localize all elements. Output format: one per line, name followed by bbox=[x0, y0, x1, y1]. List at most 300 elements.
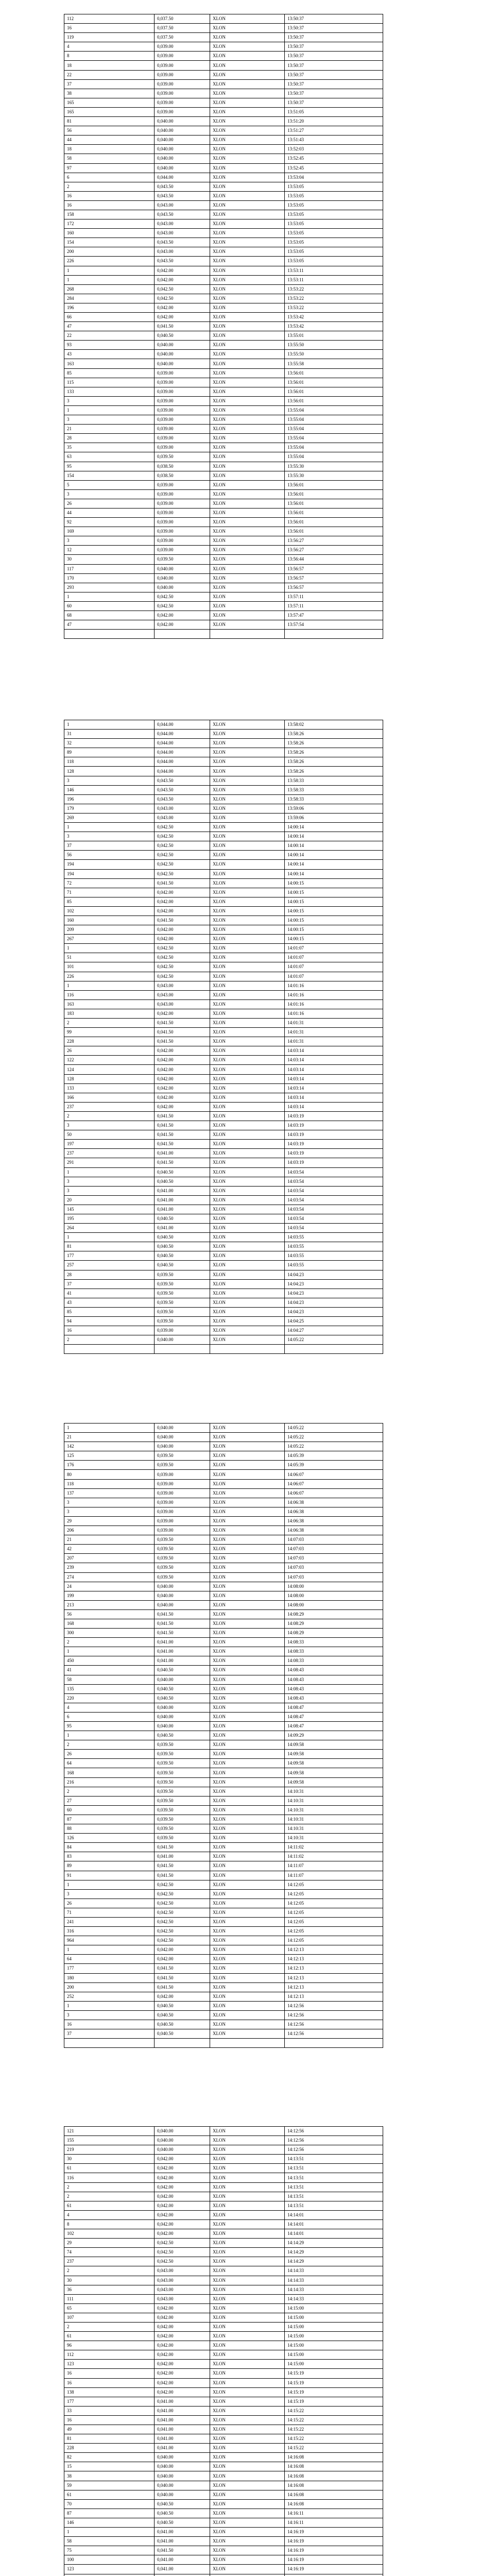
price-cell: 0,040.00 bbox=[155, 341, 210, 350]
volume-cell: 1 bbox=[64, 405, 155, 415]
volume-cell: 89 bbox=[64, 1861, 155, 1871]
table-row bbox=[64, 1880, 383, 1889]
price-cell: 0,042.50 bbox=[155, 601, 210, 611]
table-row bbox=[64, 527, 383, 536]
table-row bbox=[64, 1158, 383, 1167]
volume-cell: 49 bbox=[64, 2425, 155, 2434]
time-cell: 14:00:14 bbox=[285, 841, 383, 851]
volume-cell: 119 bbox=[64, 33, 155, 42]
price-cell: 0,039.00 bbox=[155, 396, 210, 405]
volume-cell: 37 bbox=[64, 841, 155, 851]
venue-cell: XLON bbox=[210, 2509, 285, 2518]
time-cell: 14:00:14 bbox=[285, 860, 383, 869]
time-cell: 14:05:39 bbox=[285, 1451, 383, 1461]
price-cell: 0,040.00 bbox=[155, 1675, 210, 1684]
price-cell: 0,039.50 bbox=[155, 1563, 210, 1572]
price-cell: 0,040.00 bbox=[155, 145, 210, 154]
table-row bbox=[64, 2192, 383, 2201]
volume-cell: 61 bbox=[64, 2490, 155, 2499]
price-cell: 0,040.00 bbox=[155, 350, 210, 359]
table-row bbox=[64, 33, 383, 42]
time-cell: 13:56:01 bbox=[285, 527, 383, 536]
volume-cell: 228 bbox=[64, 2444, 155, 2453]
table-row bbox=[64, 387, 383, 396]
time-cell: 14:01:07 bbox=[285, 972, 383, 981]
venue-cell: XLON bbox=[210, 2182, 285, 2192]
price-cell: 0,043.50 bbox=[155, 785, 210, 794]
venue-cell: XLON bbox=[210, 2406, 285, 2415]
price-cell: 0,041.50 bbox=[155, 1158, 210, 1167]
table-row bbox=[64, 1046, 383, 1056]
venue-cell: XLON bbox=[210, 2537, 285, 2546]
time-cell: 13:56:01 bbox=[285, 378, 383, 387]
table-row bbox=[64, 897, 383, 906]
venue-cell: XLON bbox=[210, 2029, 285, 2039]
venue-cell: XLON bbox=[210, 804, 285, 813]
venue-cell: XLON bbox=[210, 832, 285, 841]
time-cell: 13:53:42 bbox=[285, 313, 383, 322]
table-row bbox=[64, 813, 383, 822]
volume-cell: 1 bbox=[64, 1423, 155, 1433]
volume-cell: 99 bbox=[64, 1028, 155, 1037]
table-row bbox=[64, 916, 383, 925]
table-row bbox=[64, 219, 383, 229]
price-cell: 0,042.00 bbox=[155, 1955, 210, 1964]
venue-cell: XLON bbox=[210, 2001, 285, 2010]
price-cell: 0,043.00 bbox=[155, 219, 210, 229]
venue-cell: XLON bbox=[210, 2387, 285, 2397]
table-row bbox=[64, 546, 383, 555]
volume-cell: 21 bbox=[64, 425, 155, 434]
venue-cell: XLON bbox=[210, 1167, 285, 1177]
venue-cell: XLON bbox=[210, 154, 285, 163]
price-cell: 0,042.00 bbox=[155, 2387, 210, 2397]
time-cell: 13:53:22 bbox=[285, 284, 383, 294]
venue-cell: XLON bbox=[210, 1214, 285, 1223]
venue-cell: XLON bbox=[210, 2471, 285, 2481]
price-cell: 0,042.50 bbox=[155, 284, 210, 294]
price-cell: 0,041.00 bbox=[155, 1647, 210, 1656]
volume-cell: 4 bbox=[64, 2210, 155, 2219]
venue-cell: XLON bbox=[210, 1582, 285, 1591]
volume-cell: 116 bbox=[64, 990, 155, 999]
volume-cell: 124 bbox=[64, 1065, 155, 1074]
table-row bbox=[64, 794, 383, 804]
volume-cell: 177 bbox=[64, 2397, 155, 2406]
time-cell: 13:56:57 bbox=[285, 564, 383, 573]
volume-cell: 123 bbox=[64, 2360, 155, 2369]
table-row bbox=[64, 2219, 383, 2229]
volume-cell: 1 bbox=[64, 275, 155, 284]
time-cell: 14:03:14 bbox=[285, 1046, 383, 1056]
venue-cell: XLON bbox=[210, 1423, 285, 1433]
venue-cell: XLON bbox=[210, 1093, 285, 1102]
volume-cell: 16 bbox=[64, 2378, 155, 2387]
venue-cell: XLON bbox=[210, 1102, 285, 1111]
price-cell: 0,039.00 bbox=[155, 1479, 210, 1488]
table-row bbox=[64, 173, 383, 182]
time-cell: 14:06:07 bbox=[285, 1488, 383, 1498]
time-cell: 14:15:00 bbox=[285, 2360, 383, 2369]
venue-cell: XLON bbox=[210, 1917, 285, 1926]
table-row bbox=[64, 2303, 383, 2313]
table-row bbox=[64, 1834, 383, 1843]
table-row bbox=[64, 1037, 383, 1046]
venue-cell: XLON bbox=[210, 2425, 285, 2434]
table-row bbox=[64, 1917, 383, 1926]
time-cell: 14:00:15 bbox=[285, 935, 383, 944]
volume-cell: 56 bbox=[64, 126, 155, 135]
table-row bbox=[64, 2010, 383, 2020]
venue-cell: XLON bbox=[210, 1712, 285, 1721]
venue-cell: XLON bbox=[210, 1251, 285, 1261]
table-row bbox=[64, 341, 383, 350]
table-row bbox=[64, 2164, 383, 2173]
venue-cell: XLON bbox=[210, 1130, 285, 1140]
time-cell: 14:03:19 bbox=[285, 1111, 383, 1121]
time-cell: 13:57:11 bbox=[285, 592, 383, 601]
table-row bbox=[64, 508, 383, 517]
price-cell: 0,039.00 bbox=[155, 70, 210, 79]
volume-cell: 284 bbox=[64, 294, 155, 303]
time-cell: 13:56:01 bbox=[285, 387, 383, 396]
price-cell: 0,039.50 bbox=[155, 1572, 210, 1582]
volume-cell: 213 bbox=[64, 1600, 155, 1609]
volume-cell: 2 bbox=[64, 1111, 155, 1121]
price-cell: 0,040.50 bbox=[155, 2509, 210, 2518]
price-cell: 0,041.50 bbox=[155, 1871, 210, 1880]
table-row bbox=[64, 1554, 383, 1563]
volume-cell: 964 bbox=[64, 1936, 155, 1945]
table-row bbox=[64, 14, 383, 24]
volume-cell: 145 bbox=[64, 1205, 155, 1214]
price-cell: 0,042.00 bbox=[155, 611, 210, 620]
time-cell: 13:51:05 bbox=[285, 107, 383, 116]
venue-cell: XLON bbox=[210, 2555, 285, 2565]
time-cell: 13:58:33 bbox=[285, 776, 383, 785]
table-row bbox=[64, 730, 383, 739]
time-cell: 13:55:30 bbox=[285, 471, 383, 480]
table-row bbox=[64, 1936, 383, 1945]
table-row bbox=[64, 1815, 383, 1824]
volume-cell: 36 bbox=[64, 2285, 155, 2294]
time-cell: 14:01:31 bbox=[285, 1019, 383, 1028]
volume-cell: 37 bbox=[64, 2029, 155, 2039]
table-row bbox=[64, 1843, 383, 1852]
time-cell: 14:15:22 bbox=[285, 2406, 383, 2415]
time-cell: 14:04:23 bbox=[285, 1298, 383, 1307]
venue-cell: XLON bbox=[210, 518, 285, 527]
table-row bbox=[64, 303, 383, 312]
volume-cell: 35 bbox=[64, 443, 155, 452]
price-cell: 0,042.00 bbox=[155, 2210, 210, 2219]
volume-cell: 125 bbox=[64, 1451, 155, 1461]
table-row bbox=[64, 2481, 383, 2490]
price-cell: 0,040.00 bbox=[155, 564, 210, 573]
venue-cell: XLON bbox=[210, 1861, 285, 1871]
price-cell: 0,043.50 bbox=[155, 191, 210, 200]
price-cell: 0,042.00 bbox=[155, 2322, 210, 2331]
venue-cell: XLON bbox=[210, 61, 285, 70]
volume-cell: 16 bbox=[64, 2369, 155, 2378]
price-cell: 0,040.50 bbox=[155, 2020, 210, 2029]
time-cell: 14:14:29 bbox=[285, 2248, 383, 2257]
time-cell: 14:14:29 bbox=[285, 2239, 383, 2248]
table-row bbox=[64, 888, 383, 897]
venue-cell bbox=[210, 630, 285, 639]
price-cell: 0,041.50 bbox=[155, 1619, 210, 1628]
venue-cell: XLON bbox=[210, 2257, 285, 2266]
venue-cell: XLON bbox=[210, 1638, 285, 1647]
time-cell: 14:16:08 bbox=[285, 2499, 383, 2509]
table-row bbox=[64, 415, 383, 425]
volume-cell: 237 bbox=[64, 1102, 155, 1111]
volume-cell: 163 bbox=[64, 999, 155, 1009]
venue-cell: XLON bbox=[210, 730, 285, 739]
volume-cell: 118 bbox=[64, 1479, 155, 1488]
volume-cell: 269 bbox=[64, 813, 155, 822]
price-cell: 0,043.00 bbox=[155, 990, 210, 999]
venue-cell: XLON bbox=[210, 1871, 285, 1880]
table-row bbox=[64, 1507, 383, 1516]
venue-cell: XLON bbox=[210, 555, 285, 564]
time-cell: 13:55:50 bbox=[285, 350, 383, 359]
trade-table bbox=[64, 2126, 383, 2576]
venue-cell: XLON bbox=[210, 405, 285, 415]
price-cell: 0,039.50 bbox=[155, 1461, 210, 1470]
table-row bbox=[64, 2537, 383, 2546]
venue-cell: XLON bbox=[210, 767, 285, 776]
trade-table bbox=[64, 720, 383, 1354]
volume-cell: 102 bbox=[64, 2229, 155, 2239]
price-cell: 0,042.00 bbox=[155, 620, 210, 630]
price-cell: 0,040.50 bbox=[155, 1666, 210, 1675]
time-cell: 13:58:26 bbox=[285, 757, 383, 767]
price-cell: 0,039.50 bbox=[155, 1796, 210, 1805]
volume-cell: 154 bbox=[64, 238, 155, 247]
time-cell: 14:15:19 bbox=[285, 2378, 383, 2387]
price-cell: 0,043.50 bbox=[155, 794, 210, 804]
table-row bbox=[64, 1451, 383, 1461]
price-cell: 0,039.50 bbox=[155, 452, 210, 462]
table-row bbox=[64, 611, 383, 620]
venue-cell: XLON bbox=[210, 489, 285, 499]
table-row bbox=[64, 163, 383, 173]
volume-cell: 43 bbox=[64, 1298, 155, 1307]
price-cell: 0,043.50 bbox=[155, 182, 210, 191]
price-cell: 0,042.50 bbox=[155, 860, 210, 869]
time-cell: 14:12:05 bbox=[285, 1908, 383, 1917]
price-cell: 0,040.50 bbox=[155, 2518, 210, 2527]
venue-cell: XLON bbox=[210, 24, 285, 33]
table-row bbox=[64, 2341, 383, 2350]
table-row bbox=[64, 1488, 383, 1498]
volume-cell: 2 bbox=[64, 2266, 155, 2276]
table-row bbox=[64, 757, 383, 767]
time-cell: 14:08:29 bbox=[285, 1609, 383, 1619]
volume-cell: 8 bbox=[64, 2219, 155, 2229]
volume-cell: 85 bbox=[64, 1307, 155, 1316]
time-cell: 14:14:29 bbox=[285, 2257, 383, 2266]
table-row bbox=[64, 275, 383, 284]
table-row bbox=[64, 1442, 383, 1451]
table-row bbox=[64, 1656, 383, 1666]
price-cell: 0,042.50 bbox=[155, 953, 210, 962]
price-cell: 0,042.00 bbox=[155, 2350, 210, 2360]
venue-cell: XLON bbox=[210, 471, 285, 480]
venue-cell: XLON bbox=[210, 1056, 285, 1065]
volume-cell bbox=[64, 1345, 155, 1354]
venue-cell: XLON bbox=[210, 2341, 285, 2350]
table-row bbox=[64, 804, 383, 813]
table-row bbox=[64, 480, 383, 489]
price-cell: 0,042.00 bbox=[155, 1083, 210, 1093]
table-row bbox=[64, 1871, 383, 1880]
time-cell: 14:15:00 bbox=[285, 2332, 383, 2341]
time-cell: 14:05:39 bbox=[285, 1461, 383, 1470]
venue-cell: XLON bbox=[210, 200, 285, 210]
venue-cell: XLON bbox=[210, 897, 285, 906]
volume-cell: 237 bbox=[64, 1149, 155, 1158]
table-row bbox=[64, 434, 383, 443]
venue-cell: XLON bbox=[210, 573, 285, 583]
venue-cell: XLON bbox=[210, 2020, 285, 2029]
table-row bbox=[64, 1973, 383, 1982]
time-cell: 14:16:08 bbox=[285, 2471, 383, 2481]
price-cell: 0,041.50 bbox=[155, 1982, 210, 1992]
time-cell: 13:56:01 bbox=[285, 396, 383, 405]
time-cell: 14:15:19 bbox=[285, 2369, 383, 2378]
volume-cell: 133 bbox=[64, 387, 155, 396]
venue-cell: XLON bbox=[210, 1675, 285, 1684]
price-cell: 0,039.50 bbox=[155, 1554, 210, 1563]
venue-cell: XLON bbox=[210, 284, 285, 294]
table-row bbox=[64, 2266, 383, 2276]
price-cell: 0,042.00 bbox=[155, 897, 210, 906]
price-cell: 0,041.50 bbox=[155, 1037, 210, 1046]
time-cell: 14:12:56 bbox=[285, 2001, 383, 2010]
price-cell: 0,041.50 bbox=[155, 1121, 210, 1130]
volume-cell: 74 bbox=[64, 2248, 155, 2257]
time-cell: 14:14:33 bbox=[285, 2276, 383, 2285]
volume-cell: 300 bbox=[64, 1629, 155, 1638]
venue-cell: XLON bbox=[210, 2155, 285, 2164]
table-row bbox=[64, 1982, 383, 1992]
volume-cell: 135 bbox=[64, 1684, 155, 1693]
volume-cell: 1 bbox=[64, 1945, 155, 1955]
time-cell: 14:12:56 bbox=[285, 2127, 383, 2136]
time-cell: 14:07:03 bbox=[285, 1563, 383, 1572]
venue-cell: XLON bbox=[210, 396, 285, 405]
volume-cell: 237 bbox=[64, 2257, 155, 2266]
table-row bbox=[64, 1852, 383, 1861]
volume-cell: 84 bbox=[64, 1843, 155, 1852]
time-cell: 14:01:31 bbox=[285, 1037, 383, 1046]
price-cell: 0,040.50 bbox=[155, 1261, 210, 1270]
volume-cell: 2 bbox=[64, 1638, 155, 1647]
table-row bbox=[64, 1787, 383, 1796]
venue-cell: XLON bbox=[210, 2303, 285, 2313]
venue-cell: XLON bbox=[210, 1461, 285, 1470]
table-row bbox=[64, 2397, 383, 2406]
time-cell: 14:16:19 bbox=[285, 2555, 383, 2565]
time-cell: 13:50:37 bbox=[285, 52, 383, 61]
volume-cell: 70 bbox=[64, 2499, 155, 2509]
venue-cell: XLON bbox=[210, 1065, 285, 1074]
venue-cell: XLON bbox=[210, 944, 285, 953]
venue-cell: XLON bbox=[210, 341, 285, 350]
price-cell: 0,040.50 bbox=[155, 1214, 210, 1223]
table-row bbox=[64, 1722, 383, 1731]
table-row bbox=[64, 331, 383, 341]
table-row bbox=[64, 2210, 383, 2219]
volume-cell: 3 bbox=[64, 396, 155, 405]
volume-cell: 160 bbox=[64, 229, 155, 238]
venue-cell: XLON bbox=[210, 1572, 285, 1582]
table-row bbox=[64, 2499, 383, 2509]
price-cell: 0,039.00 bbox=[155, 425, 210, 434]
venue-cell: XLON bbox=[210, 1927, 285, 1936]
venue-cell: XLON bbox=[210, 1083, 285, 1093]
time-cell: 13:55:04 bbox=[285, 425, 383, 434]
time-cell: 14:03:54 bbox=[285, 1167, 383, 1177]
venue-cell: XLON bbox=[210, 1545, 285, 1554]
table-row bbox=[64, 1261, 383, 1270]
price-cell: 0,041.00 bbox=[155, 2425, 210, 2434]
price-cell: 0,039.00 bbox=[155, 52, 210, 61]
price-cell: 0,042.00 bbox=[155, 2332, 210, 2341]
volume-cell: 95 bbox=[64, 1722, 155, 1731]
venue-cell: XLON bbox=[210, 1992, 285, 2001]
price-cell: 0,042.50 bbox=[155, 592, 210, 601]
volume-cell: 3 bbox=[64, 1121, 155, 1130]
table-row bbox=[64, 2276, 383, 2285]
volume-cell: 177 bbox=[64, 1964, 155, 1973]
volume-cell: 95 bbox=[64, 462, 155, 471]
price-cell: 0,042.50 bbox=[155, 851, 210, 860]
volume-cell: 183 bbox=[64, 1009, 155, 1018]
time-cell: 14:00:15 bbox=[285, 897, 383, 906]
price-cell: 0,041.00 bbox=[155, 2565, 210, 2574]
price-cell: 0,043.00 bbox=[155, 813, 210, 822]
venue-cell: XLON bbox=[210, 1852, 285, 1861]
table-row bbox=[64, 79, 383, 89]
volume-cell: 71 bbox=[64, 1908, 155, 1917]
venue-cell: XLON bbox=[210, 972, 285, 981]
volume-cell: 88 bbox=[64, 1824, 155, 1834]
venue-cell: XLON bbox=[210, 990, 285, 999]
venue-cell: XLON bbox=[210, 1777, 285, 1787]
time-cell: 14:03:54 bbox=[285, 1186, 383, 1195]
table-row bbox=[64, 1591, 383, 1600]
price-cell: 0,039.00 bbox=[155, 443, 210, 452]
price-cell: 0,042.50 bbox=[155, 823, 210, 832]
venue-cell: XLON bbox=[210, 1488, 285, 1498]
price-cell: 0,042.50 bbox=[155, 944, 210, 953]
price-cell: 0,040.50 bbox=[155, 331, 210, 341]
table-row bbox=[64, 555, 383, 564]
volume-cell: 126 bbox=[64, 1834, 155, 1843]
time-cell: 13:50:37 bbox=[285, 98, 383, 107]
volume-cell: 209 bbox=[64, 925, 155, 935]
price-cell: 0,041.00 bbox=[155, 2406, 210, 2415]
time-cell: 14:16:19 bbox=[285, 2546, 383, 2555]
table-row bbox=[64, 1768, 383, 1777]
venue-cell: XLON bbox=[210, 1936, 285, 1945]
table-row bbox=[64, 154, 383, 163]
volume-cell: 154 bbox=[64, 471, 155, 480]
table-row bbox=[64, 52, 383, 61]
